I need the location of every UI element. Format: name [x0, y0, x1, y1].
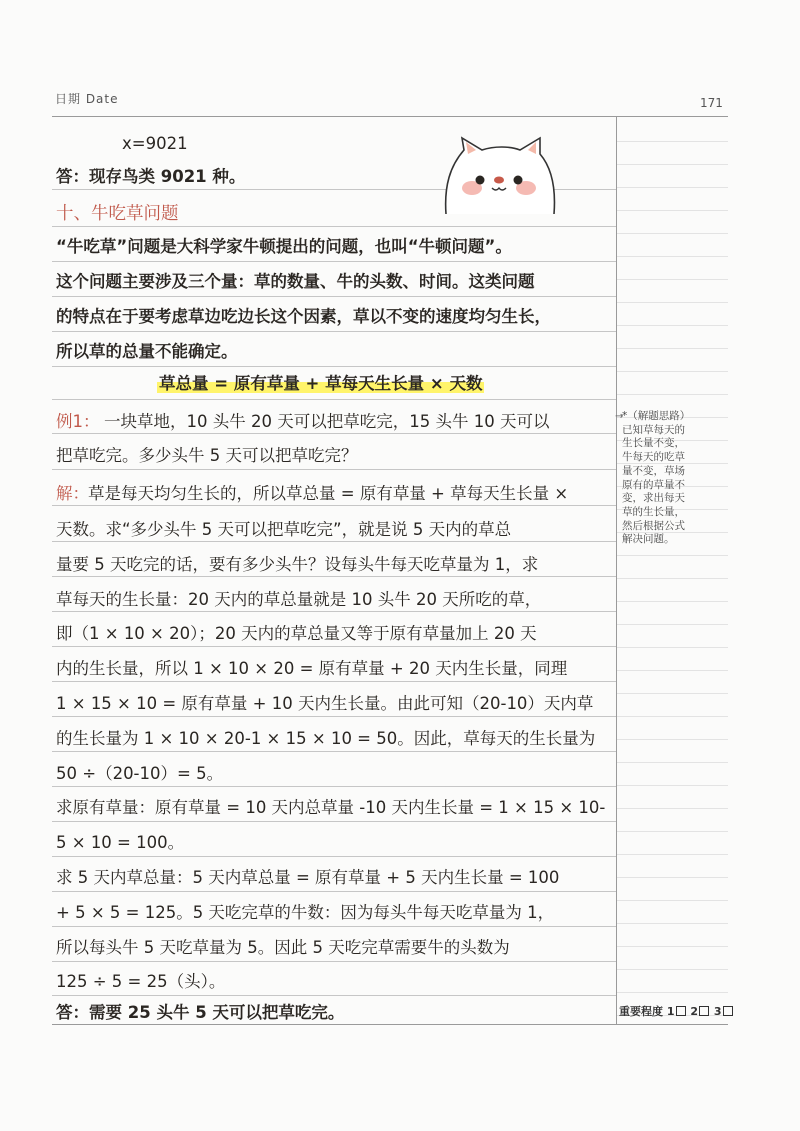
margin-note-line: 原有的草量不 — [622, 478, 685, 491]
rule-line — [52, 399, 616, 400]
rule-line — [52, 751, 616, 752]
margin-rule-line — [617, 716, 728, 717]
solution-line: 内的生长量，所以 1 × 10 × 20 = 原有草量 + 20 天内生长量，同理 — [56, 659, 568, 679]
solution-line: 所以每头牛 5 天吃草量为 5。因此 5 天吃完草需要牛的头数为 — [56, 937, 510, 957]
margin-note-line: *（解题思路） — [622, 410, 691, 422]
rule-line — [52, 821, 616, 822]
solution-line: 50 ÷（20-10）= 5。 — [56, 763, 224, 783]
rule-line — [52, 226, 616, 227]
solution-line: 5 × 10 = 100。 — [56, 833, 185, 853]
solution-line: 1 × 15 × 10 = 原有草量 + 10 天内生长量。由此可知（20-10）天内草 — [56, 694, 594, 713]
bottom-divider — [52, 1024, 728, 1025]
rule-line — [52, 891, 616, 892]
rule-line — [52, 611, 616, 612]
margin-note-line: 牛每天的吃草 — [622, 451, 685, 464]
margin-rule-line — [617, 348, 728, 349]
margin-note-line: 然后根据公式 — [622, 519, 685, 532]
importance-label: 重要程度 — [619, 1005, 663, 1018]
margin-note-line: 量不变，草场 — [622, 464, 685, 477]
example-label: 例1： — [56, 412, 100, 431]
solution-line: 草每天的生长量：20 天内的草总量就是 10 头牛 20 天所吃的草， — [56, 589, 542, 609]
margin-rule-line — [617, 325, 728, 326]
rule-line — [52, 646, 616, 647]
margin-note-line: 解决问题。 — [622, 533, 675, 546]
rule-line — [52, 261, 616, 262]
margin-rule-line — [617, 670, 728, 671]
page-number: 171 — [700, 96, 723, 110]
rule-line — [52, 469, 616, 470]
margin-rule-line — [617, 808, 728, 809]
margin-rule-line — [617, 279, 728, 280]
rule-line — [52, 433, 616, 434]
checkbox-icon — [699, 1006, 709, 1016]
solution-label: 解： — [56, 484, 89, 503]
solution-line: 125 ÷ 5 = 25（头）。 — [56, 972, 226, 992]
header-divider — [52, 116, 728, 117]
margin-rule-line — [617, 302, 728, 303]
margin-note-line: 已知草每天的 — [622, 423, 685, 436]
arrow-icon: → — [615, 411, 624, 422]
solution-line: 求原有草量：原有草量 = 10 天内总草量 -10 天内生长量 = 1 × 15 × 10- — [56, 798, 606, 818]
rule-line — [52, 786, 616, 787]
margin-note-line: 变，求出每天 — [622, 492, 685, 505]
example-line: 把草吃完。多少头牛 5 天可以把草吃完？ — [56, 446, 358, 465]
margin-rule-line — [617, 624, 728, 625]
margin-rule-line — [617, 187, 728, 188]
rule-line — [52, 681, 616, 682]
rule-line — [52, 995, 616, 996]
margin-rule-line — [617, 854, 728, 855]
margin-divider — [616, 117, 617, 1025]
rule-line — [52, 505, 616, 506]
solution-line: 即（1 × 10 × 20）；20 天内的草总量又等于原有草量加上 20 天 — [56, 624, 537, 644]
section-title: 十、牛吃草问题 — [56, 204, 179, 224]
importance-option[interactable]: 1 — [667, 1005, 687, 1018]
margin-rule-line — [617, 555, 728, 556]
margin-rule-line — [617, 739, 728, 740]
importance-option[interactable]: 2 — [690, 1005, 710, 1018]
intro-line: “牛吃草”问题是大科学家牛顿提出的问题，也叫“牛顿问题”。 — [56, 237, 512, 256]
rule-line — [52, 961, 616, 962]
margin-rule-line — [617, 900, 728, 901]
margin-rule-line — [617, 164, 728, 165]
rule-line — [52, 576, 616, 577]
importance-rating — [619, 1003, 734, 1019]
solution-line: + 5 × 5 = 125。5 天吃完草的牛数：因为每头牛每天吃草量为 1， — [56, 902, 555, 922]
rule-line — [52, 331, 616, 332]
margin-rule-line — [617, 647, 728, 648]
margin-rule-line — [617, 693, 728, 694]
importance-option[interactable]: 3 — [714, 1005, 734, 1018]
rule-line — [52, 296, 616, 297]
rule-line — [52, 541, 616, 542]
margin-rule-line — [617, 394, 728, 395]
margin-rule-line — [617, 371, 728, 372]
solution-line: 天数。求“多少头牛 5 天可以把草吃完”，就是说 5 天内的草总 — [56, 520, 512, 539]
margin-rule-line — [617, 785, 728, 786]
equation-line: x=9021 — [122, 134, 188, 153]
rule-line — [52, 926, 616, 927]
margin-rule-line — [617, 992, 728, 993]
final-answer: 答：需要 25 头牛 5 天可以把草吃完。 — [56, 1003, 345, 1022]
intro-line: 的特点在于要考虑草边吃边长这个因素，草以不变的速度均匀生长， — [56, 307, 551, 326]
previous-answer: 答：现存鸟类 9021 种。 — [56, 167, 246, 186]
margin-note-line: 生长量不变， — [622, 437, 685, 450]
intro-line: 所以草的总量不能确定。 — [56, 342, 238, 361]
solution-line: 草是每天均匀生长的，所以草总量 = 原有草量 + 草每天生长量 × — [88, 484, 569, 503]
intro-line: 这个问题主要涉及三个量：草的数量、牛的头数、时间。这类问题 — [56, 272, 535, 291]
margin-rule-line — [617, 141, 728, 142]
margin-rule-line — [617, 256, 728, 257]
margin-rule-line — [617, 946, 728, 947]
checkbox-icon — [723, 1006, 733, 1016]
margin-rule-line — [617, 233, 728, 234]
margin-rule-line — [617, 831, 728, 832]
margin-rule-line — [617, 923, 728, 924]
example-line: 一块草地，10 头牛 20 天可以把草吃完，15 头牛 10 天可以 — [104, 412, 550, 431]
margin-rule-line — [617, 578, 728, 579]
margin-rule-line — [617, 877, 728, 878]
margin-rule-line — [617, 969, 728, 970]
date-label: 日期 Date — [55, 92, 119, 106]
margin-rule-line — [617, 601, 728, 602]
formula-highlight: 草总量 = 原有草量 + 草每天生长量 × 天数 — [159, 374, 483, 393]
margin-rule-line — [617, 762, 728, 763]
rule-line — [52, 366, 616, 367]
margin-note-line: 草的生长量， — [622, 505, 685, 518]
margin-rule-line — [617, 210, 728, 211]
rule-line — [52, 856, 616, 857]
solution-line: 量要 5 天吃完的话，要有多少头牛？设每头牛每天吃草量为 1，求 — [56, 554, 539, 574]
cat-doodle-icon — [440, 136, 560, 220]
solution-line: 求 5 天内草总量：5 天内草总量 = 原有草量 + 5 天内生长量 = 100 — [56, 868, 560, 887]
rule-line — [52, 716, 616, 717]
checkbox-icon — [676, 1006, 686, 1016]
solution-line: 的生长量为 1 × 10 × 20-1 × 15 × 10 = 50。因此，草每天的生长量为 — [56, 728, 596, 748]
margin-note — [615, 410, 726, 547]
